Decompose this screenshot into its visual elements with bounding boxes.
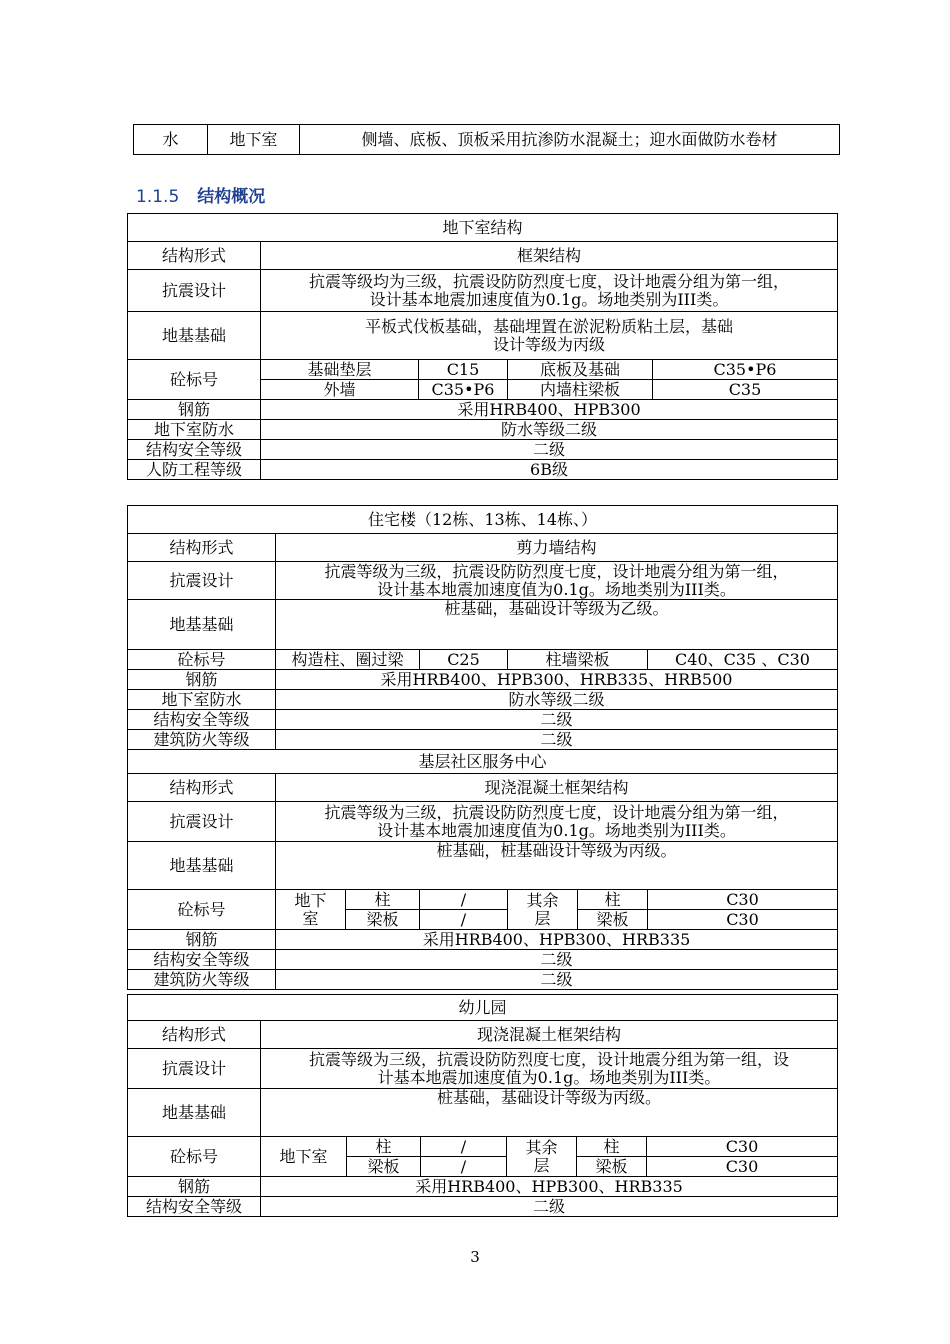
cell: 柱 xyxy=(577,1137,647,1157)
cell: C40、C35 、C30 xyxy=(648,650,838,670)
cell: C30 xyxy=(647,1157,838,1177)
cell: / xyxy=(420,910,508,930)
table-title: 地下室结构 xyxy=(128,214,838,242)
row-value: 采用HRB400、HPB300 xyxy=(261,400,838,420)
cell: 地下室 xyxy=(261,1137,347,1177)
text-line: 设计等级为丙级 xyxy=(492,334,605,354)
table-title: 基层社区服务中心 xyxy=(128,750,838,774)
row-value: 框架结构 xyxy=(261,242,838,270)
row-value xyxy=(261,270,838,312)
cell: 梁板 xyxy=(578,910,648,930)
row-label: 钢筋 xyxy=(128,1177,261,1197)
cell: 梁板 xyxy=(347,1157,421,1177)
row-value: 现浇混凝土框架结构 xyxy=(276,774,838,802)
text-line: 抗震等级为三级，抗震设防防烈度七度，设计地震分组为第一组，设 xyxy=(308,1049,789,1069)
cell: C15 xyxy=(419,360,508,380)
row-value: 二级 xyxy=(261,440,838,460)
cell: / xyxy=(421,1157,507,1177)
top-cell-1: 水 xyxy=(134,125,208,155)
row-label: 抗震设计 xyxy=(128,1049,261,1089)
table-title: 幼儿园 xyxy=(128,995,838,1021)
row-label: 地下室防水 xyxy=(128,690,276,710)
row-value: 桩基础，桩基础设计等级为丙级。 xyxy=(276,842,838,890)
text-line: 设计基本地震加速度值为0.1g。场地类别为III类。 xyxy=(377,579,736,599)
text-line: 地下 xyxy=(294,890,327,910)
text-line: 设计基本地震加速度值为0.1g。场地类别为III类。 xyxy=(369,289,729,309)
row-value: 二级 xyxy=(276,730,838,750)
row-value: 二级 xyxy=(276,710,838,730)
row-label: 抗震设计 xyxy=(128,802,276,842)
text-line: 层 xyxy=(533,1155,550,1175)
row-label: 地基基础 xyxy=(128,312,261,360)
row-value: 6B级 xyxy=(261,460,838,480)
row-value: 剪力墙结构 xyxy=(276,534,838,562)
cell: C35•P6 xyxy=(653,360,838,380)
row-value: 采用HRB400、HPB300、HRB335 xyxy=(261,1177,838,1197)
row-value: 现浇混凝土框架结构 xyxy=(261,1021,838,1049)
row-value xyxy=(276,562,838,600)
section-title: 结构概况 xyxy=(197,187,266,207)
text-line: 层 xyxy=(534,908,551,928)
row-label: 地基基础 xyxy=(128,1089,261,1137)
top-table xyxy=(133,124,840,155)
cell: 柱 xyxy=(347,1137,421,1157)
row-label: 结构安全等级 xyxy=(128,440,261,460)
row-label: 人防工程等级 xyxy=(128,460,261,480)
row-value: 采用HRB400、HPB300、HRB335 xyxy=(276,930,838,950)
row-value: 二级 xyxy=(276,970,838,990)
row-label: 结构形式 xyxy=(128,534,276,562)
top-cell-2: 地下室 xyxy=(208,125,300,155)
text-line: 计基本地震加速度值为0.1g。场地类别为III类。 xyxy=(377,1067,721,1087)
row-label: 钢筋 xyxy=(128,930,276,950)
row-label: 结构形式 xyxy=(128,774,276,802)
row-label: 建筑防火等级 xyxy=(128,730,276,750)
row-label: 结构安全等级 xyxy=(128,710,276,730)
cell: C30 xyxy=(648,910,838,930)
cell xyxy=(508,890,578,930)
cell: 构造柱、圈过梁 xyxy=(276,650,420,670)
cell: 外墙 xyxy=(261,380,419,400)
cell: 柱 xyxy=(346,890,420,910)
row-value: 防水等级二级 xyxy=(261,420,838,440)
cell xyxy=(507,1137,577,1177)
row-value xyxy=(261,1049,838,1089)
text-line: 其余 xyxy=(526,890,559,910)
row-label: 抗震设计 xyxy=(128,562,276,600)
cell: C25 xyxy=(420,650,508,670)
page-number: 3 xyxy=(470,1248,480,1266)
row-value xyxy=(261,312,838,360)
row-label: 抗震设计 xyxy=(128,270,261,312)
row-value: 防水等级二级 xyxy=(276,690,838,710)
cell: C35 xyxy=(653,380,838,400)
cell: 梁板 xyxy=(346,910,420,930)
text-line: 抗震等级为三级，抗震设防防烈度七度，设计地震分组为第一组， xyxy=(324,802,789,822)
row-label: 地下室防水 xyxy=(128,420,261,440)
row-label: 砼标号 xyxy=(128,360,261,400)
cell: 基础垫层 xyxy=(261,360,419,380)
residential-table xyxy=(127,505,838,990)
cell: 底板及基础 xyxy=(508,360,653,380)
text-line: 抗震等级为三级，抗震设防防烈度七度，设计地震分组为第一组， xyxy=(324,561,789,581)
row-label: 地基基础 xyxy=(128,600,276,650)
section-number: 1.1.5 xyxy=(136,187,180,207)
row-label: 结构安全等级 xyxy=(128,950,276,970)
basement-table xyxy=(127,213,838,480)
row-value: 桩基础，基础设计等级为丙级。 xyxy=(261,1089,838,1137)
row-label: 钢筋 xyxy=(128,400,261,420)
row-label: 砼标号 xyxy=(128,650,276,670)
text-line: 室 xyxy=(302,908,319,928)
cell: 柱 xyxy=(578,890,648,910)
row-value: 二级 xyxy=(261,1197,838,1217)
cell: / xyxy=(421,1137,507,1157)
row-label: 结构形式 xyxy=(128,242,261,270)
row-value: 桩基础，基础设计等级为乙级。 xyxy=(276,600,838,650)
row-label: 砼标号 xyxy=(128,1137,261,1177)
cell: C35•P6 xyxy=(419,380,508,400)
row-value xyxy=(276,802,838,842)
cell: / xyxy=(420,890,508,910)
row-label: 结构安全等级 xyxy=(128,1197,261,1217)
text-line: 平板式伐板基础，基础埋置在淤泥粉质粘土层，基础 xyxy=(364,316,733,336)
row-label: 建筑防火等级 xyxy=(128,970,276,990)
top-cell-3: 侧墙、底板、顶板采用抗渗防水混凝土；迎水面做防水卷材 xyxy=(300,125,840,155)
row-value: 采用HRB400、HPB300、HRB335、HRB500 xyxy=(276,670,838,690)
row-label: 结构形式 xyxy=(128,1021,261,1049)
cell: C30 xyxy=(647,1137,838,1157)
cell: 梁板 xyxy=(577,1157,647,1177)
row-label: 砼标号 xyxy=(128,890,276,930)
section-heading xyxy=(136,182,265,207)
text-line: 设计基本地震加速度值为0.1g。场地类别为III类。 xyxy=(377,820,736,840)
row-label: 地基基础 xyxy=(128,842,276,890)
cell xyxy=(276,890,346,930)
cell: 内墙柱梁板 xyxy=(508,380,653,400)
table-title: 住宅楼（12栋、13栋、14栋、） xyxy=(128,506,838,534)
row-label: 钢筋 xyxy=(128,670,276,690)
text-line: 其余 xyxy=(525,1137,558,1157)
kindergarten-table xyxy=(127,994,838,1217)
cell: 柱墙梁板 xyxy=(508,650,648,670)
text-line: 抗震等级均为三级，抗震设防防烈度七度，设计地震分组为第一组， xyxy=(308,271,789,291)
cell: C30 xyxy=(648,890,838,910)
row-value: 二级 xyxy=(276,950,838,970)
